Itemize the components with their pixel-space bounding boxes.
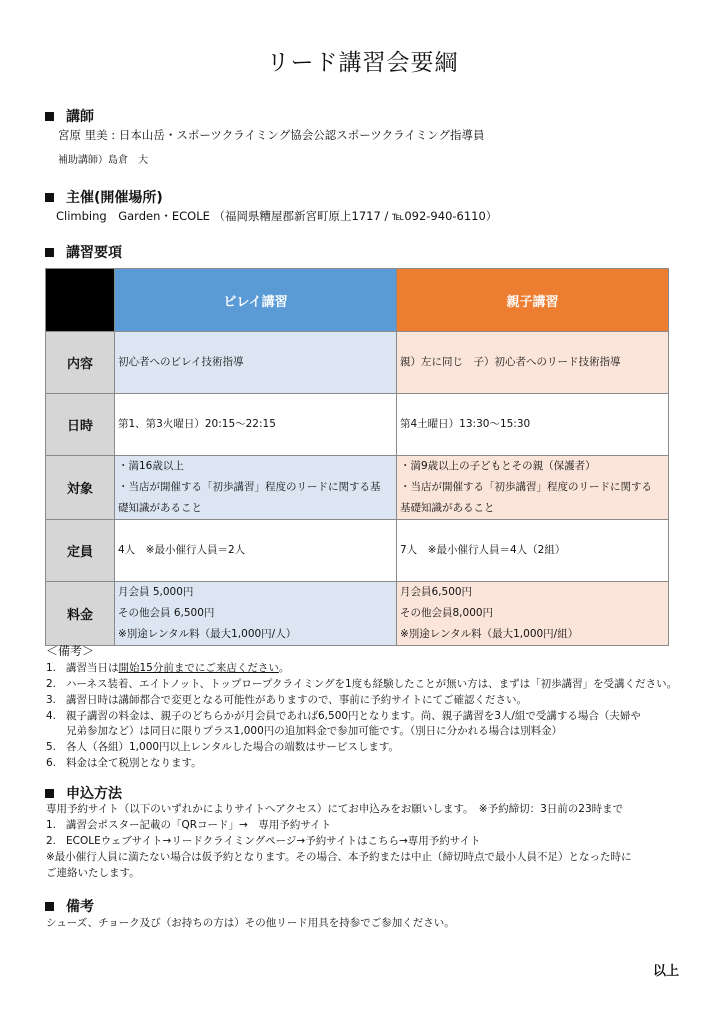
belay-cell [115, 394, 397, 456]
note-item [46, 676, 677, 691]
family-cell [397, 332, 669, 394]
cell-line: ・当店が開催する「初歩講習」程度のリードに関する [400, 481, 652, 493]
cell-line: 基礎知識があること [400, 502, 495, 514]
section-heading-instructor [45, 106, 94, 126]
belay-cell [115, 582, 397, 646]
course-table [45, 268, 669, 646]
instructor-main: 宮原 里美 : 日本山岳・スポーツクライミング協会公認スポーツクライミング指導員 [58, 128, 485, 142]
cell-line: 4人 ※最小催行人員＝2人 [118, 544, 246, 556]
square-bullet-icon [45, 789, 54, 798]
cell-line: 7人 ※最小催行人員＝4人（2組） [400, 544, 566, 556]
cell-line: 第4土曜日）13:30～15:30 [400, 418, 531, 430]
column-header-belay: ビレイ講習 [115, 269, 397, 332]
page-title: リード講習会要綱 [266, 50, 459, 76]
family-cell [397, 456, 669, 520]
family-cell [397, 520, 669, 582]
note-number: 4. [46, 710, 57, 722]
application-intro: 専用予約サイト（以下のいずれかによりサイトへアクセス）にてお申込みをお願いします。 ※予約締切：3日前の23時まで [46, 803, 624, 815]
section-heading-text: 主催(開催場所) [66, 190, 163, 206]
cell-line: ※別途レンタル料（最大1,000円/組） [400, 628, 579, 640]
note-item [46, 692, 527, 707]
remarks-text: シューズ、チョーク及び（お持ちの方は）その他リード用具を持参でご参加ください。 [46, 917, 455, 929]
note-number: 6. [46, 757, 57, 769]
note-number: 3. [46, 694, 57, 706]
notes-heading: ＜備考＞ [46, 644, 95, 658]
note-text: 各人（各組）1,000円以上レンタルした場合の端数はサービスします。 [66, 741, 400, 753]
section-heading-application [45, 783, 122, 803]
table-row [46, 582, 669, 646]
note-item [46, 739, 399, 754]
note-text: 講習当日は [66, 662, 119, 674]
section-heading-text: 講習要項 [66, 245, 122, 261]
note-number: 5. [46, 741, 57, 753]
application-warning: ※最小催行人員に満たない場合は仮予約となります。その場合、本予約または中止（締切時点で最小人員不足）となった時に [46, 851, 632, 863]
cell-line: 月会員 5,000円 [118, 586, 194, 598]
note-text: 講習日時は講師都合で変更となる可能性がありますので、事前に予約サイトにてご確認ください。 [66, 694, 528, 706]
note-number: 2. [46, 678, 57, 690]
table-header-row [46, 269, 669, 332]
note-item [46, 708, 641, 723]
header-corner [46, 269, 115, 332]
cell-line: ・当店が開催する「初歩講習」程度のリードに関する基 [118, 481, 381, 493]
section-heading-text: 講師 [66, 109, 94, 125]
square-bullet-icon [45, 902, 54, 911]
note-text: 親子講習の料金は、親子のどちらかが月会員であれば6,500円となります。尚、親子講習を3人/組で受講する場合（夫婦や [66, 710, 641, 722]
step-number: 1. [46, 819, 57, 831]
note-text: 料金は全て税別となります。 [66, 757, 202, 769]
row-label: 内容 [46, 332, 115, 394]
note-item [46, 755, 202, 770]
note-item-continuation: 兄弟参加など）は同日に限りプラス1,000円の追加料金で参加可能です。（別日に分かれる場合は別料金） [66, 725, 563, 737]
step-text: ECOLEウェブサイト→リードクライミングページ→予約サイトはこちら→専用予約サイト [66, 835, 481, 847]
row-label: 対象 [46, 456, 115, 520]
note-text: ハーネス装着、エイトノット、トップロープクライミングを1度も経験したことが無い方は、まずは「初歩講習」を受講ください。 [66, 678, 678, 690]
end-mark: 以上 [652, 964, 679, 979]
table-row [46, 394, 669, 456]
cell-line: ・満16歳以上 [118, 460, 184, 472]
section-heading-remarks [45, 896, 94, 916]
cell-line: その他会員8,000円 [400, 607, 494, 619]
belay-cell [115, 520, 397, 582]
instructor-assistant: 補助講師）島倉 大 [58, 155, 148, 166]
step-text: 講習会ポスター記載の「QRコード」→ 専用予約サイト [66, 819, 332, 831]
column-header-family: 親子講習 [397, 269, 669, 332]
section-heading-text: 備考 [66, 899, 94, 915]
family-cell [397, 582, 669, 646]
cell-line: 親）左に同じ 子）初心者へのリード技術指導 [400, 356, 621, 368]
step-number: 2. [46, 835, 57, 847]
section-heading-text: 申込方法 [66, 786, 122, 802]
cell-line: 礎知識があること [118, 502, 202, 514]
application-step [46, 833, 481, 848]
note-item [46, 660, 289, 675]
square-bullet-icon [45, 193, 54, 202]
section-heading-details [45, 242, 122, 262]
row-label: 日時 [46, 394, 115, 456]
table-row [46, 456, 669, 520]
square-bullet-icon [45, 248, 54, 257]
cell-line: その他会員 6,500円 [118, 607, 215, 619]
cell-line: ※別途レンタル料（最大1,000円/人） [118, 628, 297, 640]
belay-cell [115, 332, 397, 394]
family-cell [397, 394, 669, 456]
square-bullet-icon [45, 112, 54, 121]
row-label: 料金 [46, 582, 115, 646]
cell-line: 月会員6,500円 [400, 586, 473, 598]
note-underlined-text: 開始15分前までにご来店ください [118, 662, 279, 674]
note-number: 1. [46, 662, 57, 674]
application-step [46, 817, 331, 832]
cell-line: 初心者へのビレイ技術指導 [118, 356, 244, 368]
table-row [46, 520, 669, 582]
table-row [46, 332, 669, 394]
section-heading-organizer [45, 187, 163, 207]
cell-line: ・満9歳以上の子どもとその親（保護者） [400, 460, 596, 472]
belay-cell [115, 456, 397, 520]
organizer-text: Climbing Garden・ECOLE （福岡県糟屋郡新宮町原上1717 / ℡092-940-6110） [56, 209, 498, 223]
cell-line: 第1、第3火曜日）20:15～22:15 [118, 418, 276, 430]
note-text: 。 [278, 662, 290, 674]
application-warning-continuation: ご連絡いたします。 [46, 867, 140, 879]
row-label: 定員 [46, 520, 115, 582]
